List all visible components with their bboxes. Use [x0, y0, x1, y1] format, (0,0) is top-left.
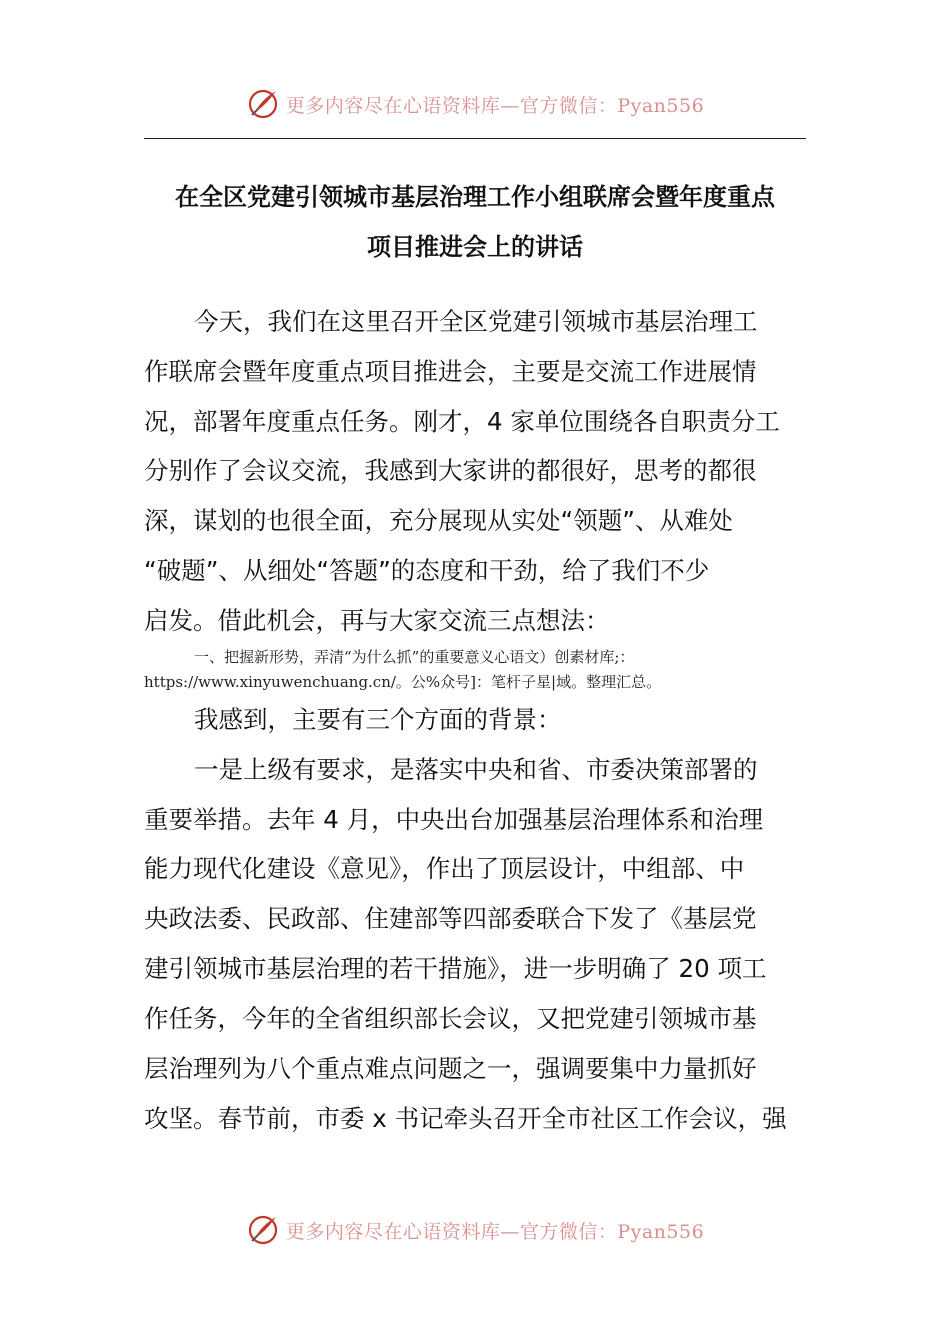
body-line: 攻坚。春节前，市委 x 书记牵头召开全市社区工作会议，强: [144, 1104, 787, 1133]
header-banner: [0, 82, 950, 126]
body-line: 作任务，今年的全省组织部长会议，又把党建引领城市基: [144, 1004, 757, 1033]
section-note-url: https://www.xinyuwenchuang.cn/。公%众号]：笔杆子星|域。整理汇总。: [144, 673, 662, 691]
header-divider: [144, 138, 806, 139]
body-line: 作联席会暨年度重点项目推进会，主要是交流工作进展情: [144, 357, 757, 386]
body-line: 重要举措。去年 4 月，中央出台加强基层治理体系和治理: [144, 805, 764, 834]
footer-banner: [0, 1208, 950, 1252]
quill-logo-icon: [246, 87, 280, 121]
body-line: “破题”、从细处“答题”的态度和干劲，给了我们不少: [144, 556, 710, 585]
title-line: 在全区党建引领城市基层治理工作小组联席会暨年度重点: [175, 183, 775, 211]
body-line: 央政法委、民政部、住建部等四部委联合下发了《基层党: [144, 904, 757, 933]
body-line: 今天，我们在这里召开全区党建引领城市基层治理工: [194, 307, 758, 336]
header-banner-text: 更多内容尽在心语资料库—官方微信：Pyan556: [285, 94, 705, 117]
document-title: [144, 172, 806, 272]
body-line: 况，部署年度重点任务。刚才，4 家单位围绕各自职责分工: [144, 407, 780, 436]
body-line: 我感到，主要有三个方面的背景：: [194, 705, 562, 734]
body-line: 建引领城市基层治理的若干措施》，进一步明确了 20 项工: [144, 954, 767, 983]
footer-banner-text: 更多内容尽在心语资料库—官方微信：Pyan556: [285, 1220, 705, 1243]
body-line: 深，谋划的也很全面，充分展现从实处“领题”、从难处: [144, 506, 733, 535]
body-line: 分别作了会议交流，我感到大家讲的都很好，思考的都很: [144, 456, 757, 485]
quill-logo-icon: [246, 1213, 280, 1247]
body-line: 层治理列为八个重点难点问题之一，强调要集中力量抓好: [144, 1054, 757, 1083]
section-heading: 一、把握新形势，弄清“为什么抓”的重要意义心语文）创素材库;：: [194, 648, 635, 666]
title-line: 项目推进会上的讲话: [367, 233, 583, 261]
body-line: 能力现代化建设《意见》，作出了顶层设计，中组部、中: [144, 854, 745, 883]
body-line: 启发。借此机会，再与大家交流三点想法：: [144, 606, 610, 635]
body-line: 一是上级有要求，是落实中央和省、市委决策部署的: [194, 755, 758, 784]
